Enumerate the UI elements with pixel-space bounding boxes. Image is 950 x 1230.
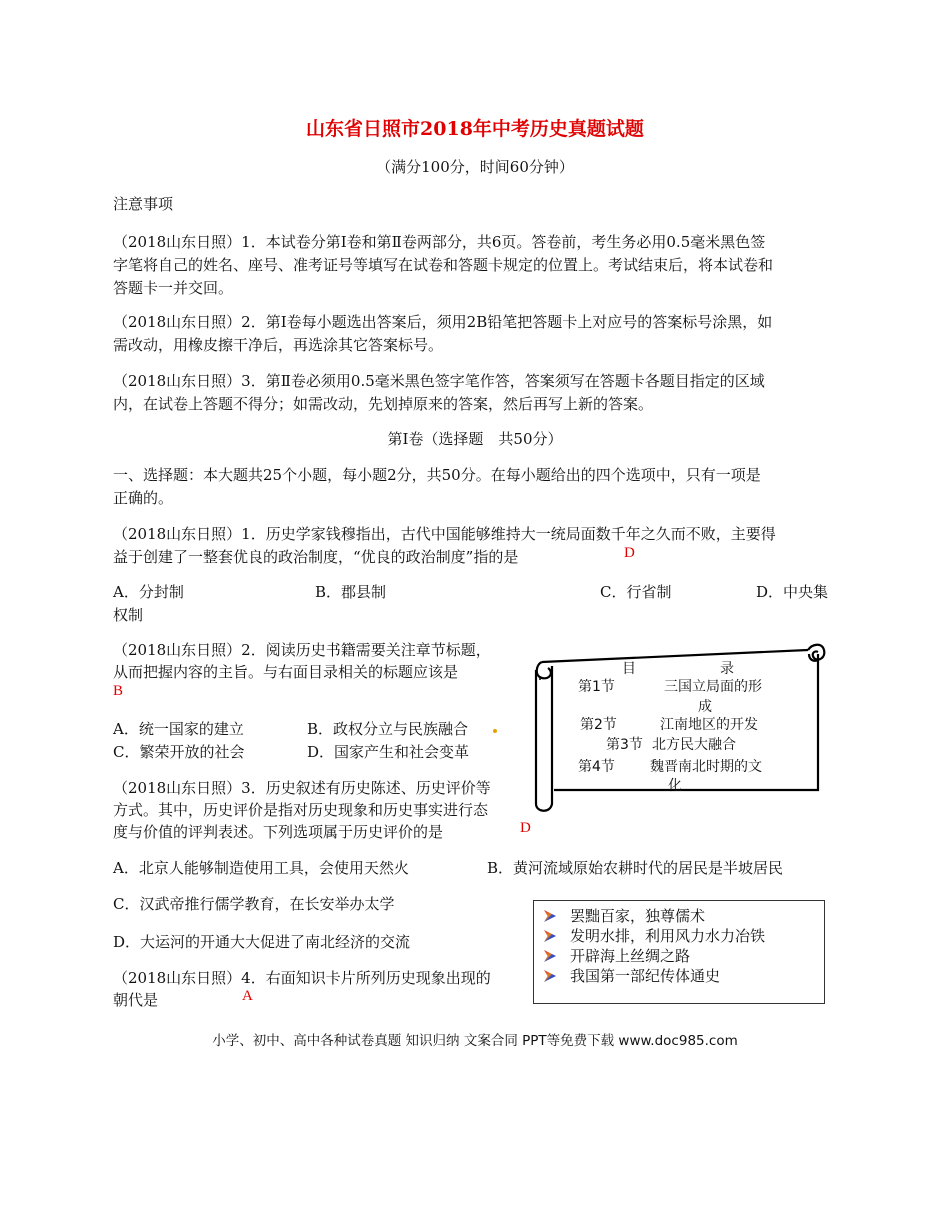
- instructions-line-2: 正确的。: [113, 489, 174, 507]
- notice-2-line-2: 需改动，用橡皮擦干净后，再选涂其它答案标号。: [113, 336, 444, 354]
- q2-option-d: D．国家产生和社会变革: [307, 743, 470, 761]
- notice-1-line-3: 答题卡一并交回。: [113, 279, 234, 297]
- q1-answer: D: [624, 545, 635, 561]
- scroll-entry-4-cont: 化: [668, 778, 682, 794]
- q2-line-2: 从而把握内容的主旨。与右面目录相关的标题应该是: [113, 663, 459, 681]
- knowledge-card: [533, 900, 825, 1004]
- q1-line-2: 益于创建了一整套优良的政治制度，“优良的政治制度”指的是: [113, 548, 519, 566]
- scroll-entry-4-text: 魏晋南北时期的文: [650, 759, 762, 775]
- q1-option-a: A．分封制: [113, 583, 184, 601]
- q3-line-3: 度与价值的评判表述。下列选项属于历史评价的是: [113, 823, 444, 841]
- notice-heading: 注意事项: [113, 195, 174, 213]
- q3-answer: D: [520, 820, 531, 836]
- q3-option-a: A．北京人能够制造使用工具，会使用天然火: [113, 859, 409, 877]
- instructions-line-1: 一、选择题：本大题共25个小题，每小题2分，共50分。在每小题给出的四个选项中，只有一项是: [113, 466, 761, 484]
- q2-option-a: A．统一国家的建立: [113, 720, 244, 738]
- scroll-heading-right: 录: [720, 661, 734, 677]
- section-title: 第Ⅰ卷（选择题 共50分）: [387, 430, 563, 448]
- q3-option-d: D．大运河的开通大大促进了南北经济的交流: [113, 933, 411, 951]
- q1-option-d-cont: 权制: [113, 606, 144, 624]
- q3-line-2: 方式。其中，历史评价是指对历史现象和历史事实进行态: [113, 801, 489, 819]
- bullet-arrow-icon: [544, 950, 556, 962]
- q2-option-c: C．繁荣开放的社会: [113, 743, 245, 761]
- q4-line-1: （2018山东日照）4．右面知识卡片所列历史现象出现的: [113, 969, 491, 987]
- card-item: 发明水排，利用风力水力冶铁: [544, 926, 765, 946]
- scroll-entry-1-cont: 成: [698, 699, 712, 715]
- scroll-entry-1-num: 第1节: [578, 679, 615, 695]
- notice-1-line-1: （2018山东日照）1．本试卷分第Ⅰ卷和第Ⅱ卷两部分，共6页。答卷前，考生务必用0.5毫米黑色签: [113, 233, 766, 251]
- q1-line-1: （2018山东日照）1．历史学家钱穆指出，古代中国能够维持大一统局面数千年之久而不败，主要得: [113, 525, 776, 543]
- q2-option-b: B．政权分立与民族融合: [307, 720, 469, 738]
- q4-line-2: 朝代是: [113, 991, 159, 1009]
- q2-answer: B: [113, 683, 124, 699]
- scroll-entry-2-num: 第2节: [580, 717, 617, 733]
- bullet-arrow-icon: [544, 970, 556, 982]
- q1-option-d: D．中央集: [756, 583, 829, 601]
- notice-3-line-1: （2018山东日照）3．第Ⅱ卷必须用0.5毫米黑色签字笔作答，答案须写在答题卡各题目指定的区域: [113, 372, 765, 390]
- q3-line-1: （2018山东日照）3．历史叙述有历史陈述、历史评价等: [113, 779, 491, 797]
- notice-2-line-1: （2018山东日照）2．第Ⅰ卷每小题选出答案后，须用2B铅笔把答题卡上对应号的答案标号涂黑，如: [113, 313, 773, 331]
- bullet-arrow-icon: [544, 910, 556, 922]
- q3-option-b: B．黄河流域原始农耕时代的居民是半坡居民: [487, 859, 784, 877]
- q4-answer: A: [242, 988, 253, 1004]
- decorative-dot: [493, 729, 497, 733]
- bullet-arrow-icon: [544, 930, 556, 942]
- q1-option-c: C．行省制: [600, 583, 672, 601]
- scroll-entry-1-text: 三国立局面的形: [664, 679, 762, 695]
- page-title: 山东省日照市2018年中考历史真题试题: [306, 118, 644, 140]
- card-item: 我国第一部纪传体通史: [544, 966, 720, 986]
- scroll-heading-left: 目: [622, 661, 636, 677]
- notice-1-line-2: 字笔将自己的姓名、座号、准考证号等填写在试卷和答题卡规定的位置上。考试结束后，将本试卷和: [113, 256, 774, 274]
- scroll-entry-3-text: 北方民大融合: [652, 737, 736, 753]
- q1-option-b: B．郡县制: [315, 583, 387, 601]
- q2-line-1: （2018山东日照）2．阅读历史书籍需要关注章节标题，: [113, 641, 491, 659]
- card-item: 罢黜百家，独尊儒术: [544, 906, 705, 926]
- subtitle: （满分100分，时间60分钟）: [376, 158, 574, 176]
- footer-text: 小学、初中、高中各种试卷真题 知识归纳 文案合同 PPT等免费下载 www.doc985.com: [212, 1033, 738, 1049]
- q3-option-c: C．汉武帝推行儒学教育，在长安举办太学: [113, 895, 395, 913]
- scroll-entry-3-num: 第3节: [606, 737, 643, 753]
- card-item: 开辟海上丝绸之路: [544, 946, 690, 966]
- notice-3-line-2: 内，在试卷上答题不得分；如需改动，先划掉原来的答案，然后再写上新的答案。: [113, 395, 654, 413]
- scroll-entry-2-text: 江南地区的开发: [660, 717, 758, 733]
- scroll-entry-4-num: 第4节: [578, 759, 615, 775]
